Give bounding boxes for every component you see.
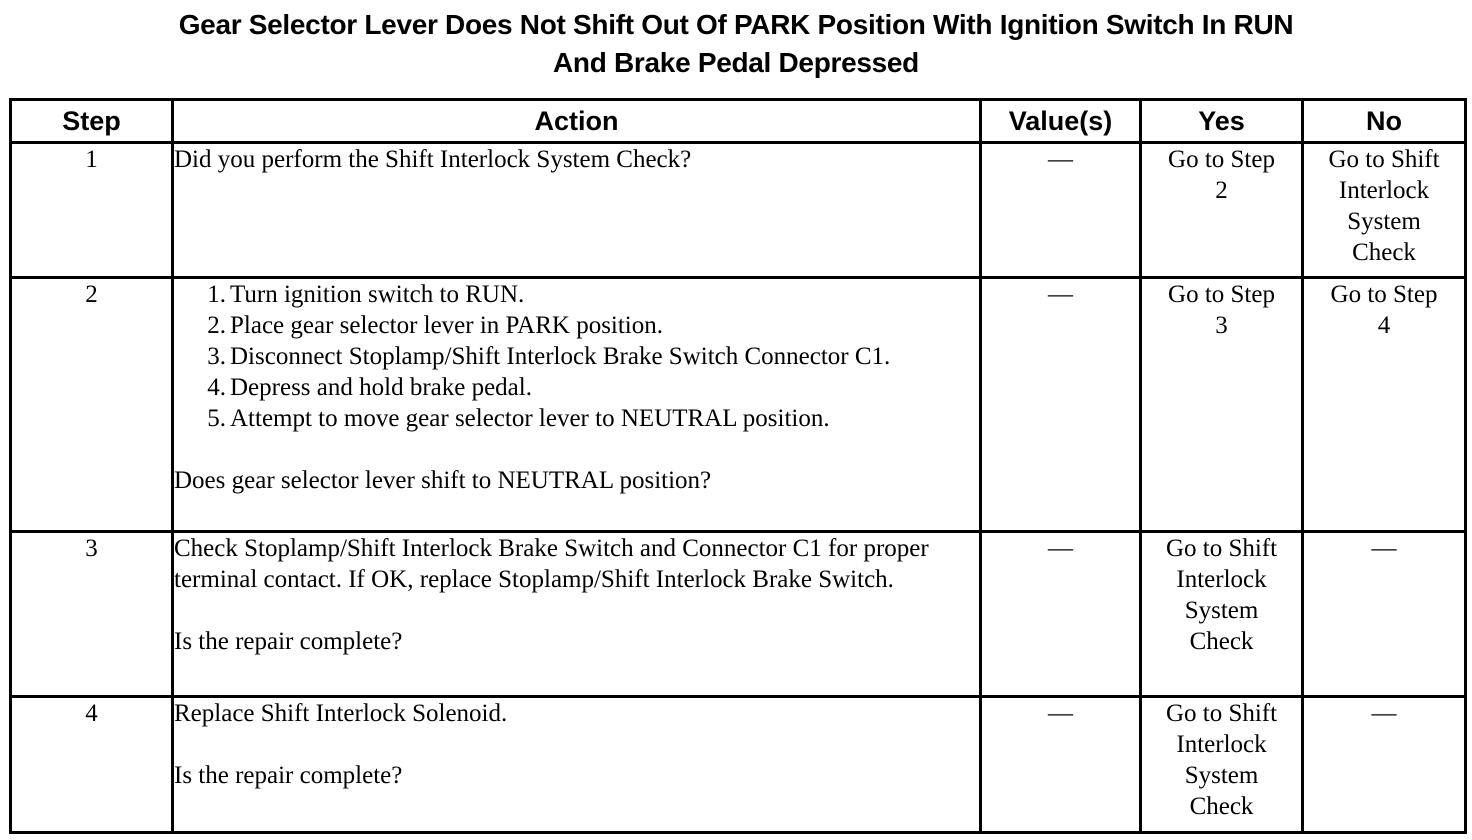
action-cell — [173, 697, 981, 833]
action-step: 5. Attempt to move gear selector lever to NEUTRAL position. — [207, 405, 830, 432]
yes-cell — [1141, 697, 1303, 833]
table-row — [11, 532, 1466, 697]
header-step: Step — [11, 100, 173, 143]
no-cell: — — [1303, 697, 1466, 833]
no-text: System — [1347, 208, 1421, 235]
no-text: 4 — [1377, 312, 1391, 339]
yes-text: 3 — [1215, 312, 1228, 339]
yes-text: Interlock — [1176, 731, 1267, 758]
no-text: Interlock — [1338, 177, 1430, 204]
table-header-row — [11, 100, 1466, 143]
no-cell — [1303, 278, 1466, 532]
action-cell — [173, 532, 981, 697]
yes-text: Check — [1189, 628, 1254, 655]
yes-text: Check — [1189, 793, 1254, 820]
action-step-list — [174, 279, 979, 434]
no-cell: — — [1303, 532, 1466, 697]
no-text: Go to Shift — [1328, 146, 1440, 173]
action-question: Does gear selector lever shift to NEUTRAL position? — [174, 467, 712, 494]
yes-text: System — [1184, 762, 1259, 789]
yes-text: 2 — [1215, 177, 1228, 204]
action-cell — [173, 143, 981, 278]
action-question: Is the repair complete? — [174, 628, 403, 655]
action-text: Replace Shift Interlock Solenoid. — [174, 700, 508, 727]
action-text: Did you perform the Shift Interlock System Check? — [174, 146, 692, 173]
step-number: 3 — [11, 532, 173, 697]
yes-cell — [1141, 532, 1303, 697]
header-yes: Yes — [1141, 100, 1303, 143]
yes-text: Go to Step — [1168, 281, 1275, 308]
action-question: Is the repair complete? — [174, 762, 403, 789]
yes-text: Interlock — [1176, 566, 1267, 593]
diagnostic-table — [9, 98, 1467, 834]
yes-text: Go to Shift — [1165, 535, 1278, 562]
yes-cell — [1141, 143, 1303, 278]
action-cell — [173, 278, 981, 532]
yes-text: Go to Step — [1168, 146, 1275, 173]
value-cell: — — [981, 278, 1141, 532]
no-text: Go to Step — [1330, 281, 1438, 308]
yes-text: System — [1184, 597, 1259, 624]
table-row — [11, 697, 1466, 833]
value-cell: — — [981, 143, 1141, 278]
title-line-1: Gear Selector Lever Does Not Shift Out Of PARK Position With Ignition Switch In RUN — [178, 9, 1294, 40]
step-number: 4 — [11, 697, 173, 833]
no-text: Check — [1352, 239, 1416, 266]
action-step: 2. Place gear selector lever in PARK position. — [207, 312, 664, 339]
action-text: Check Stoplamp/Shift Interlock Brake Switch and Connector C1 for proper terminal contact. If OK, replace Stoplamp/Shift Interlock Brake Switch. — [174, 535, 929, 593]
yes-text: Go to Shift — [1165, 700, 1278, 727]
no-cell — [1303, 143, 1466, 278]
action-step: 1. Turn ignition switch to RUN. — [207, 281, 525, 308]
step-number: 1 — [11, 143, 173, 278]
table-row — [11, 278, 1466, 532]
title-line-2: And Brake Pedal Depressed — [553, 47, 919, 78]
step-number: 2 — [11, 278, 173, 532]
header-no: No — [1303, 100, 1466, 143]
value-cell: — — [981, 697, 1141, 833]
yes-cell — [1141, 278, 1303, 532]
action-step: 4. Depress and hold brake pedal. — [207, 374, 532, 401]
value-cell: — — [981, 532, 1141, 697]
header-values: Value(s) — [981, 100, 1141, 143]
action-step: 3. Disconnect Stoplamp/Shift Interlock Brake Switch Connector C1. — [207, 343, 891, 370]
table-row — [11, 143, 1466, 278]
header-action: Action — [173, 100, 981, 143]
page-title — [0, 6, 1472, 82]
